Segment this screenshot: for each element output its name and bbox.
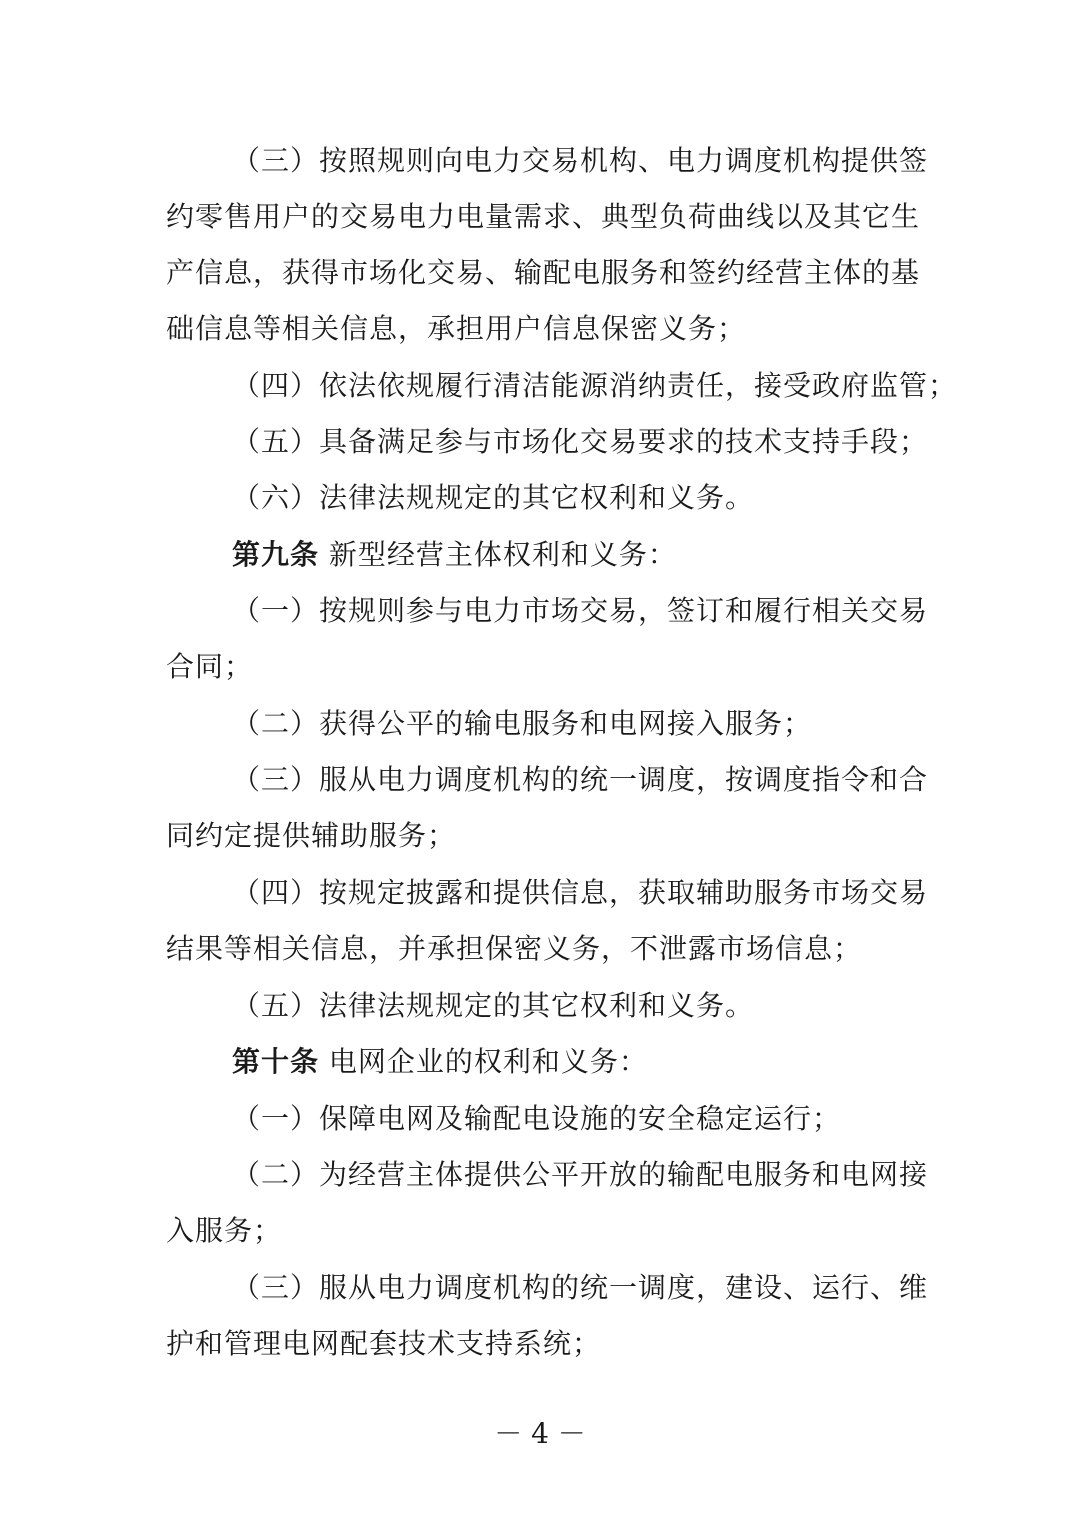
paragraph-line: （二）为经营主体提供公平开放的输配电服务和电网接 [232,1158,929,1191]
paragraph-line: 入服务； [166,1214,283,1247]
paragraph-line: （六）法律法规规定的其它权利和义务。 [232,481,755,514]
paragraph-line: （一）保障电网及输配电设施的安全稳定运行； [232,1102,842,1135]
article-nine-heading: 第九条 [232,538,320,571]
paragraph-line: 产信息，获得市场化交易、输配电服务和签约经营主体的基 [166,256,921,289]
paragraph-line: 同约定提供辅助服务； [166,819,457,852]
paragraph-line: 础信息等相关信息，承担用户信息保密义务； [166,312,747,345]
article-nine-text: 新型经营主体权利和义务： [328,538,677,571]
paragraph-line: 护和管理电网配套技术支持系统； [166,1327,602,1360]
paragraph-line: （四）按规定披露和提供信息，获取辅助服务市场交易 [232,876,929,909]
article-ten-heading: 第十条 [232,1045,320,1078]
paragraph-line: （三）服从电力调度机构的统一调度，建设、运行、维 [232,1271,929,1304]
article-ten-text: 电网企业的权利和义务： [328,1045,648,1078]
paragraph-line: 约零售用户的交易电力电量需求、典型负荷曲线以及其它生 [166,200,921,233]
paragraph-line: （五）具备满足参与市场化交易要求的技术支持手段； [232,425,929,458]
paragraph-line: 结果等相关信息，并承担保密义务，不泄露市场信息； [166,932,863,965]
page-number: － 4 － [494,1417,586,1450]
paragraph-line: （三）服从电力调度机构的统一调度，按调度指令和合 [232,763,929,796]
paragraph-line: （一）按规则参与电力市场交易，签订和履行相关交易 [232,594,929,627]
paragraph-line: （二）获得公平的输电服务和电网接入服务； [232,707,813,740]
article-ten-line [232,1042,916,1082]
paragraph-line: 合同； [166,650,254,683]
paragraph-line: （四）依法依规履行清洁能源消纳责任，接受政府监管； [232,369,958,402]
paragraph-line: （五）法律法规规定的其它权利和义务。 [232,989,755,1022]
paragraph-line: （三）按照规则向电力交易机构、电力调度机构提供签 [232,144,929,177]
article-nine-line [232,535,916,575]
